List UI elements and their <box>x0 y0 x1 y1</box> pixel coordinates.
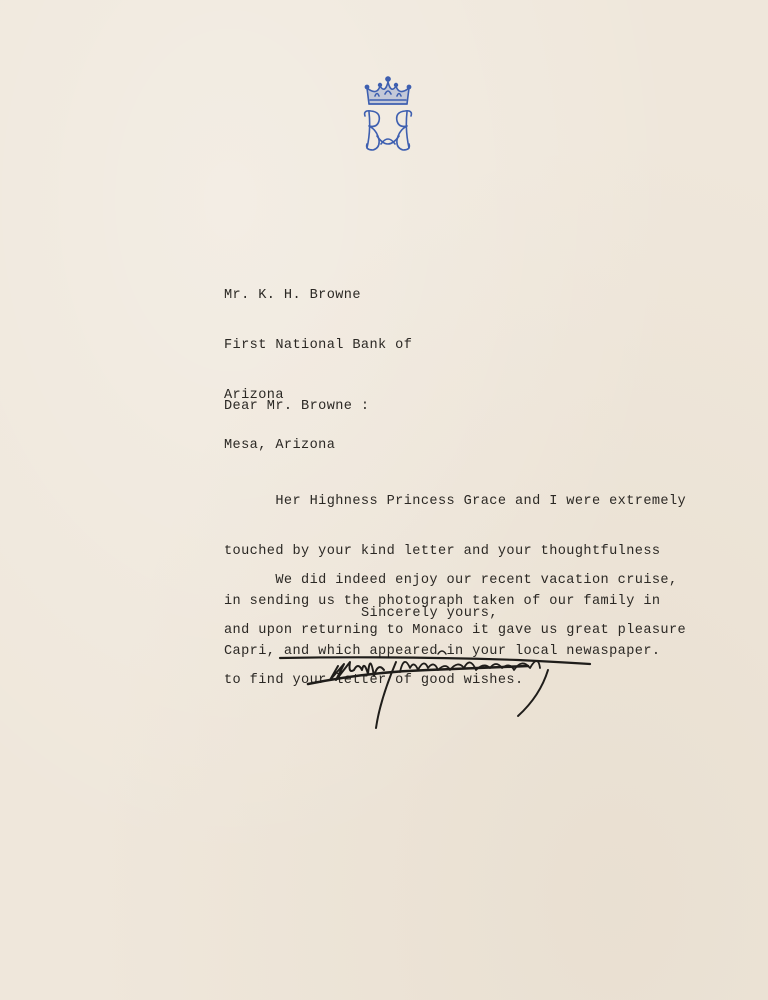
body-line: to find your letter of good wishes. <box>224 673 524 688</box>
body-line: and upon returning to Monaco it gave us great pleasure <box>224 623 687 638</box>
recipient-address <box>224 256 412 488</box>
recipient-line: Mr. K. H. Browne <box>224 288 361 303</box>
recipient-line: First National Bank of <box>224 338 413 353</box>
body-line: Her Highness Princess Grace and I were extremely <box>224 494 687 509</box>
closing: Sincerely yours, <box>361 606 498 621</box>
body-line: touched by your kind letter and your thoughtfulness <box>224 544 661 559</box>
handwritten-signature-icon <box>278 640 593 740</box>
body-line: We did indeed enjoy our recent vacation cruise, <box>224 573 678 588</box>
salutation: Dear Mr. Browne : <box>224 399 370 414</box>
body-line: Capri, and which appeared in your local newaspaper. <box>224 644 661 659</box>
recipient-line: Arizona <box>224 388 284 403</box>
recipient-line: Mesa, Arizona <box>224 438 336 453</box>
body-line: in sending us the photograph taken of our family in <box>224 594 661 609</box>
crown-monogram-icon <box>355 74 421 156</box>
